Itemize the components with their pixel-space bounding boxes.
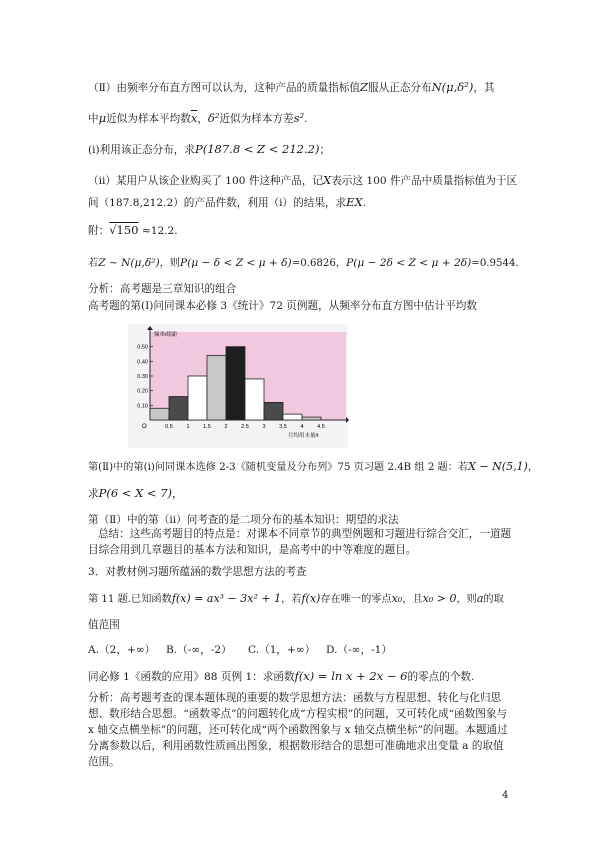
math-z: Z: [360, 80, 369, 94]
histogram-bar: [264, 402, 283, 420]
text-run: （ii）某用户从该企业购买了 100 件这种产品，记: [88, 175, 324, 187]
text-run: ，其: [473, 82, 495, 94]
x-axis-arrow: [346, 417, 349, 423]
origin-label: O: [142, 424, 147, 430]
math-prob-one-sigma: P(μ − δ < Z < μ + δ): [179, 257, 292, 269]
text-line: [88, 592, 518, 607]
y-tick-label: 0.30: [137, 374, 148, 380]
math-sqrt: √150: [109, 223, 139, 237]
analysis-paragraph: 分析：高考题考查的课本题体现的重要的数学思想方法：函数与方程思想、转化与化归思想、数形结合思想。“函数零点”的问题转化成“方程实根”的问题，又可转化成“函数图象与 x 轴交点横坐标”的问题，还可转化成“两个函数图象与 x 轴交点横坐标”的问题。本题通过分离参数以后，利用函数性质画出图象，根据数形结合的思想可准确地求出变量 a 的取值范围。: [88, 692, 508, 768]
math-mu: μ: [98, 111, 107, 125]
y-tick-label: 0.20: [137, 388, 148, 395]
math-xbar: $\overline{x}$: [190, 111, 198, 125]
x-tick-label: 1.5: [203, 424, 211, 430]
text-run: ，若: [281, 594, 302, 605]
text-run: ，且: [402, 594, 423, 605]
answer-options: [88, 643, 518, 657]
text-run: 同必修 1《函数的应用》88 页例 1：求函数: [88, 671, 295, 683]
math-x0-positive: x₀ > 0: [422, 592, 457, 605]
text-run: 若: [88, 258, 99, 269]
histogram-chart: [128, 324, 348, 448]
math-normal: Z ~ N(μ,δ²): [98, 257, 160, 269]
text-run: 间（187.8,212.2）的产品件数，利用（i）的结果，求: [88, 197, 347, 209]
text-run: 的取: [483, 594, 504, 605]
y-axis-title: 频率/组距: [154, 332, 178, 338]
math-a: a: [476, 592, 484, 605]
x-tick-label: 3.5: [279, 424, 287, 430]
text-line: [88, 256, 518, 271]
section-heading: 3．对教材例习题所蕴涵的数学思想方法的考查: [88, 566, 307, 578]
histogram-bar: [150, 408, 169, 420]
x-tick-label: 0.5: [165, 424, 173, 430]
text-run: ，: [172, 488, 183, 500]
histogram-bar: [207, 355, 226, 420]
option-a: A.（2，+∞）: [88, 644, 156, 656]
text-line: [88, 195, 518, 210]
text-run: 第 11 题.已知函数: [88, 594, 172, 605]
x-tick-label: 2.5: [241, 424, 249, 430]
x-tick-label: 4: [300, 424, 304, 430]
math-function: f(x) = ax³ − 3x² + 1: [171, 592, 282, 605]
text-line: [88, 460, 539, 475]
text-run: 求: [88, 488, 99, 500]
text-run: （Ⅱ）由频率分布直方图可以认为，这种产品的质量指标值: [88, 82, 361, 94]
text-run: .: [304, 113, 308, 125]
histogram-figure: [128, 324, 348, 448]
text-run: 中: [88, 113, 99, 125]
histogram-bar: [245, 379, 264, 420]
text-run: .: [362, 197, 367, 209]
text-run: 第(Ⅱ)中的第(i)问同课本选修 2-3《随机变量及分布列》75 页习题 2.4B 组 2 题：若: [88, 462, 469, 473]
math-prob-two-sigma: P(μ − 2δ < Z < μ + 2δ): [346, 257, 472, 269]
text-line: [88, 142, 518, 157]
option-b: B.（-∞，-2）: [166, 644, 232, 656]
page-number: 4: [502, 790, 509, 801]
x-axis-title: 月均用水量/t: [288, 433, 319, 439]
math-expectation: EX: [346, 195, 363, 209]
x-tick-label: 4.5: [317, 424, 325, 430]
y-tick-label: 0.40: [137, 359, 148, 366]
text-line: [88, 223, 518, 238]
text-line: [88, 80, 518, 95]
text-run: 近似为样本方差: [219, 113, 294, 125]
text-line: 第（Ⅱ）中的第（ii）问考查的是二项分布的基本知识：期望的求法: [88, 514, 399, 526]
text-line: 分析：高考题是三章知识的组合: [88, 283, 237, 295]
text-run: (i)利用该正态分布，求: [88, 144, 195, 156]
y-tick-label: 0.10: [137, 403, 148, 410]
x-tick-label: 2: [224, 424, 228, 430]
math-ln-function: f(x) = ln x + 2x − 6: [294, 669, 408, 683]
text-run: ，: [527, 462, 539, 473]
x-tick-label: 1: [186, 424, 190, 430]
y-axis-arrow: [147, 326, 153, 330]
math-x-normal: X − N(5,1): [468, 460, 528, 473]
text-line: 值范围: [88, 619, 120, 631]
math-prob-x: P(6 < X < 7): [98, 486, 173, 500]
math-delta-squared: δ²: [207, 111, 220, 125]
math-x0: x₀: [391, 592, 403, 605]
histogram-bar: [283, 414, 302, 420]
text-line: [88, 669, 518, 684]
text-run: ≈12.2.: [138, 225, 178, 237]
histogram-bar: [302, 417, 321, 420]
text-run: ，则: [159, 258, 180, 269]
text-line: 高考题的第(Ⅰ)问同课本必修 3《统计》72 页例题，从频率分布直方图中估计平均数: [88, 300, 477, 312]
math-probability: P(187.8 < Z < 212.2): [195, 142, 320, 156]
math-x: X: [323, 173, 332, 187]
text-line: [88, 173, 518, 188]
math-normal-dist: N(μ,δ²): [431, 80, 474, 94]
y-tick-label: 0.50: [137, 344, 148, 351]
histogram-bar: [169, 397, 188, 420]
text-run: =0.6826，: [291, 258, 347, 269]
math-fx: f(x): [301, 592, 321, 605]
text-run: ，则: [456, 594, 477, 605]
text-run: =0.9544.: [471, 258, 519, 269]
text-run: ；: [319, 144, 331, 156]
text-line: [88, 111, 518, 126]
text-run: 附：: [88, 225, 110, 237]
summary-paragraph: 总结：这些高考题目的特点是：对课本不同章节的典型例题和习题进行综合交汇，一道题目综合用到几章题目的基本方法和知识，是高考中的中等难度的题目。: [88, 528, 512, 556]
histogram-bar: [188, 376, 207, 420]
histogram-bar: [226, 347, 245, 420]
option-d: D.（-∞，-1）: [326, 644, 392, 656]
text-run: 表示这 100 件产品中质量指标值为于区: [331, 175, 518, 187]
text-run: 服从正态分布: [368, 82, 432, 94]
text-line: [88, 486, 518, 501]
x-tick-label: 3: [262, 424, 266, 430]
text-run: 的零点的个数.: [407, 671, 475, 683]
text-run: ，: [197, 113, 208, 125]
option-c: C.（1，+∞）: [248, 644, 316, 656]
text-run: 存在唯一的零点: [320, 594, 392, 605]
math-s-squared: s²: [293, 111, 305, 125]
text-run: 近似为样本平均数: [106, 113, 191, 125]
